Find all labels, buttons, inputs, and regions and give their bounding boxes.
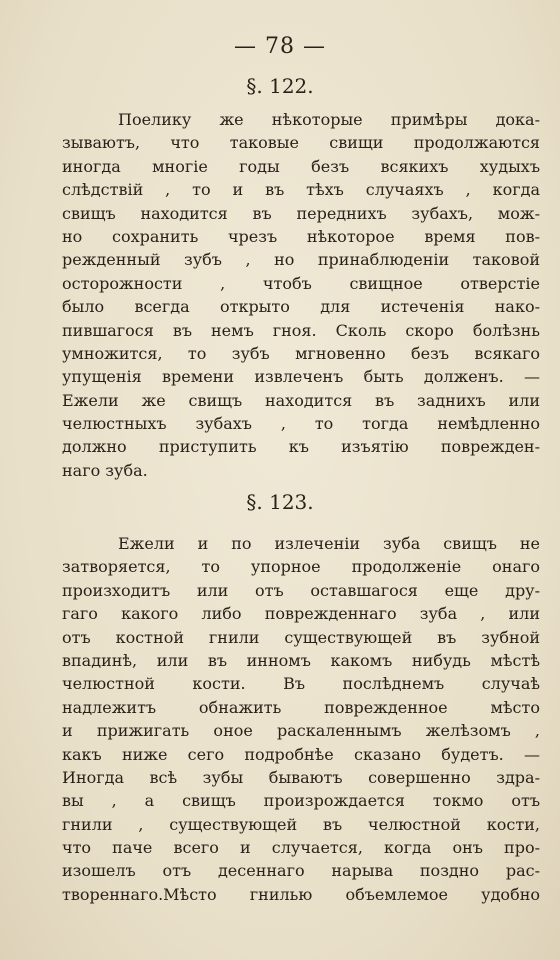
text-line: Поелику же нѣкоторые примѣры дока- [118,110,540,129]
text-line: изошелъ отъ десеннаго нарыва поздно рас- [62,861,540,881]
text-line: режденный зубъ , но принаблюденіи таковой [62,250,540,270]
text-line: наго зуба. [62,460,148,480]
text-line: челюстной кости. Въ послѣднемъ случаѣ [62,674,540,694]
text-line: слѣдствій , то и въ тѣхъ случаяхъ , когда [62,180,540,200]
text-line: произходитъ или отъ оставшагося еще дру- [62,580,540,600]
text-line: свищъ находится въ переднихъ зубахъ, мож- [62,203,540,223]
text-line: но сохранить чрезъ нѣкоторое время пов- [62,226,540,246]
section-heading-123: §. 123. [246,490,314,514]
text-line: и прижигать оное раскаленнымъ желѣзомъ , [62,721,540,741]
text-line: гаго какого либо поврежденнаго зуба , или [62,604,540,624]
text-line: гнили , существующей въ челюстной кости, [62,814,540,834]
text-line: впадинѣ, или въ инномъ какомъ нибудь мѣстѣ [62,650,540,670]
page-number: — 78 — [234,34,326,59]
section-123-body [62,532,540,906]
section-heading-122: §. 122. [246,74,314,98]
text-line: зываютъ, что таковые свищи продолжаются [62,133,540,153]
text-line: упущенія времени извлеченъ быть долженъ. — [62,367,540,387]
section-122-body [62,108,540,482]
text-line: какъ ниже сего подробнѣе сказано будетъ. — [62,744,540,764]
text-line: иногда многіе годы безъ всякихъ худыхъ [62,156,540,176]
text-line: должно приступить къ изъятію поврежден- [62,437,540,457]
text-line: отъ костной гнили существующей въ зубной [62,627,540,647]
text-line: было всегда открыто для истеченія нако- [62,297,540,317]
text-line: затворяется, то упорное продолженіе онаго [62,557,540,577]
text-line: осторожности , чтобъ свищное отверстіе [62,273,540,293]
text-line: Иногда всѣ зубы бываютъ совершенно здра- [62,767,540,787]
text-line: что паче всего и случается, когда онъ про- [62,838,540,858]
text-line: Ежели и по излеченіи зуба свищъ не [118,534,540,553]
text-line: вы , а свищъ произрождается токмо отъ [62,791,540,811]
text-line: пившагося въ немъ гноя. Сколь скоро болѣзнь [62,320,540,340]
text-line: челюстныхъ зубахъ , то тогда немѣдленно [62,414,540,434]
text-line: надлежитъ обнажить поврежденное мѣсто [62,697,540,717]
text-line: твореннаго.Мѣсто гнилью объемлемое удобно [62,884,540,904]
text-line: Ежели же свищъ находится въ заднихъ или [62,390,540,410]
text-line: умножится, то зубъ мгновенно безъ всякаго [62,343,540,363]
